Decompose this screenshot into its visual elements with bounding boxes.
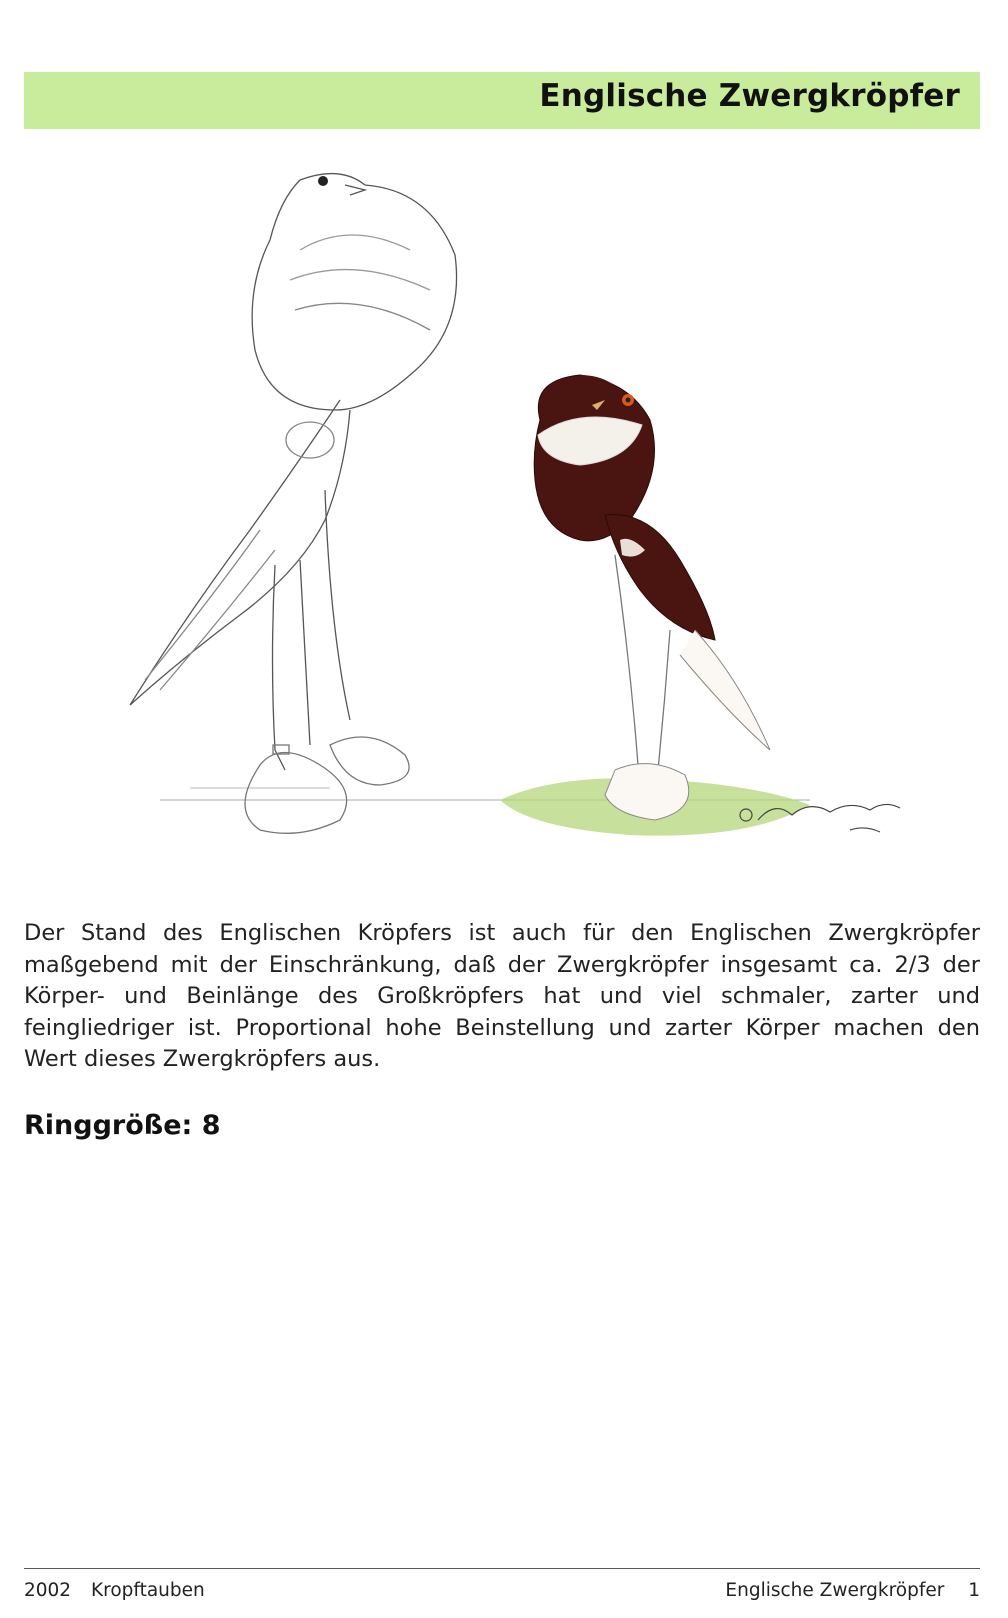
large-pigeon-drawing	[130, 174, 457, 834]
pigeon-illustration	[110, 160, 930, 880]
footer-book: Kropftauben	[90, 1580, 205, 1601]
page-title: Englische Zwergkröpfer	[539, 78, 960, 114]
ring-size: Ringgröße: 8	[24, 1110, 221, 1141]
footer-left	[24, 1580, 219, 1601]
footer-divider	[24, 1568, 980, 1569]
description-paragraph: Der Stand des Englischen Kröpfers ist auch für den Englischen Zwergkröpfer maßgebend mit der Einschränkung, daß der Zwergkröpfer insgesamt ca. 2/3 der Körper- und Beinlänge des Großkröpfers hat und viel schmaler, zarter und feingliedriger ist. Proportional hohe Beinstellung und zarter Körper machen den Wert dieses Zwergkröpfers aus.	[24, 920, 980, 1072]
title-bar	[24, 72, 980, 129]
small-pigeon-drawing	[534, 375, 770, 820]
footer-right	[725, 1580, 980, 1601]
page-number: 1	[968, 1580, 980, 1601]
footer-year: 2002	[24, 1580, 72, 1601]
footer-section: Englische Zwergkröpfer	[725, 1580, 945, 1601]
